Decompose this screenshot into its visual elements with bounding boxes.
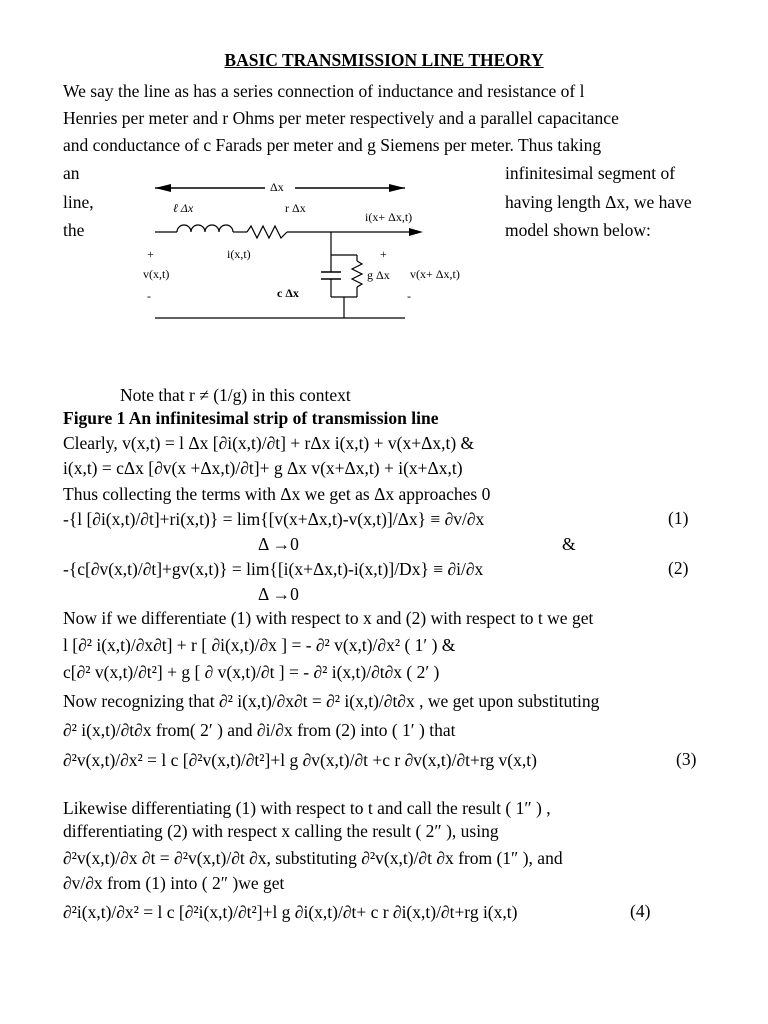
body-line-5: Now recognizing that ∂² i(x,t)/∂x∂t = ∂² i(x,t)/∂t∂x , we get upon substituting <box>63 691 600 711</box>
voltage-in-label: v(x,t) <box>143 267 170 281</box>
ampersand: & <box>562 534 576 554</box>
intro-right-3: model shown below: <box>505 220 651 240</box>
intro-right-1: infinitesimal segment of <box>505 163 676 183</box>
current-out-arrow <box>409 228 423 236</box>
body-line-9: ∂²v(x,t)/∂x ∂t = ∂²v(x,t)/∂t ∂x, substituting ∂²v(x,t)/∂t ∂x from (1″ ), and <box>63 848 563 868</box>
shunt-conductance-symbol <box>352 261 362 287</box>
series-resistor-symbol <box>247 226 287 238</box>
conductance-label: g Δx <box>367 268 390 282</box>
equation-3: ∂²v(x,t)/∂x² = l c [∂²v(x,t)/∂t²]+l g ∂v(x,t)/∂t +c r ∂v(x,t)/∂t+rg v(x,t) <box>63 750 537 770</box>
voltage-out-label: v(x+ Δx,t) <box>410 267 460 281</box>
body-line-1: Clearly, v(x,t) = l Δx [∂i(x,t)/∂t] + rΔx i(x,t) + v(x+Δx,t) & <box>63 433 475 453</box>
intro-line-1: We say the line as has a series connection of inductance and resistance of l <box>63 81 585 101</box>
minus-right: - <box>407 289 411 303</box>
intro-left-3: the <box>63 220 85 240</box>
equation-4: ∂²i(x,t)/∂x² = l c [∂²i(x,t)/∂t²]+l g ∂i(x,t)/∂t+ c r ∂i(x,t)/∂t+rg i(x,t) <box>63 902 518 922</box>
page-title: BASIC TRANSMISSION LINE THEORY <box>224 50 544 70</box>
minus-left: - <box>147 289 151 303</box>
equation-4-number: (4) <box>630 901 651 921</box>
figure-caption: Figure 1 An infinitesimal strip of transmission line <box>63 408 439 428</box>
inductor-symbol <box>177 225 233 232</box>
body-line-7: Likewise differentiating (1) with respect to t and call the result ( 1″ ) , <box>63 798 551 818</box>
current-in-label: i(x,t) <box>227 247 251 261</box>
capacitor-symbol <box>321 272 341 279</box>
resistance-label: r Δx <box>285 201 306 215</box>
delta-x-label: Δx <box>270 180 284 194</box>
plus-left: + <box>147 247 154 261</box>
capacitance-label: c Δx <box>277 286 299 300</box>
equation-2-prime: c[∂² v(x,t)/∂t²] + g [ ∂ v(x,t)/∂t ] = - ∂² i(x,t)/∂t∂x ( 2′ ) <box>63 662 440 682</box>
equation-1-number: (1) <box>668 508 689 528</box>
intro-line-2: Henries per meter and r Ohms per meter respectively and a parallel capacitance <box>63 108 619 128</box>
equation-1: -{l [∂i(x,t)/∂t]+ri(x,t)} = lim{[v(x+Δx,t)-v(x,t)]/Δx} ≡ ∂v/∂x <box>63 509 485 529</box>
body-line-6: ∂² i(x,t)/∂t∂x from( 2′ ) and ∂i/∂x from (2) into ( 1′ ) that <box>63 720 456 740</box>
intro-right-2: having length Δx, we have <box>505 192 692 212</box>
equation-1-prime: l [∂² i(x,t)/∂x∂t] + r [ ∂i(x,t)/∂x ] = - ∂² v(x,t)/∂x² ( 1′ ) & <box>63 635 456 655</box>
limit-subscript-2: Δ →0 <box>258 584 299 604</box>
body-line-4: Now if we differentiate (1) with respect to x and (2) with respect to t we get <box>63 608 594 628</box>
current-out-label: i(x+ Δx,t) <box>365 210 413 224</box>
body-line-2: i(x,t) = cΔx [∂v(x +Δx,t)/∂t]+ g Δx v(x+Δx,t) + i(x+Δx,t) <box>63 458 463 478</box>
equation-3-number: (3) <box>676 749 697 769</box>
note: Note that r ≠ (1/g) in this context <box>120 385 351 405</box>
intro-left-2: line, <box>63 192 94 212</box>
circuit-diagram <box>135 175 460 325</box>
equation-2: -{c[∂v(x,t)/∂t]+gv(x,t)} = lim{[i(x+Δx,t)-i(x,t)]/Dx} ≡ ∂i/∂x <box>63 559 484 579</box>
body-line-3: Thus collecting the terms with Δx we get as Δx approaches 0 <box>63 484 491 504</box>
intro-line-3: and conductance of c Farads per meter and g Siemens per meter. Thus taking <box>63 135 602 155</box>
intro-left-1: an <box>63 163 80 183</box>
equation-2-number: (2) <box>668 558 689 578</box>
body-line-10: ∂v/∂x from (1) into ( 2″ )we get <box>63 873 285 893</box>
limit-subscript-1: Δ →0 <box>258 534 299 554</box>
plus-right: + <box>380 247 387 261</box>
body-line-8: differentiating (2) with respect x calling the result ( 2″ ), using <box>63 821 499 841</box>
inductance-label: ℓ Δx <box>173 201 194 215</box>
